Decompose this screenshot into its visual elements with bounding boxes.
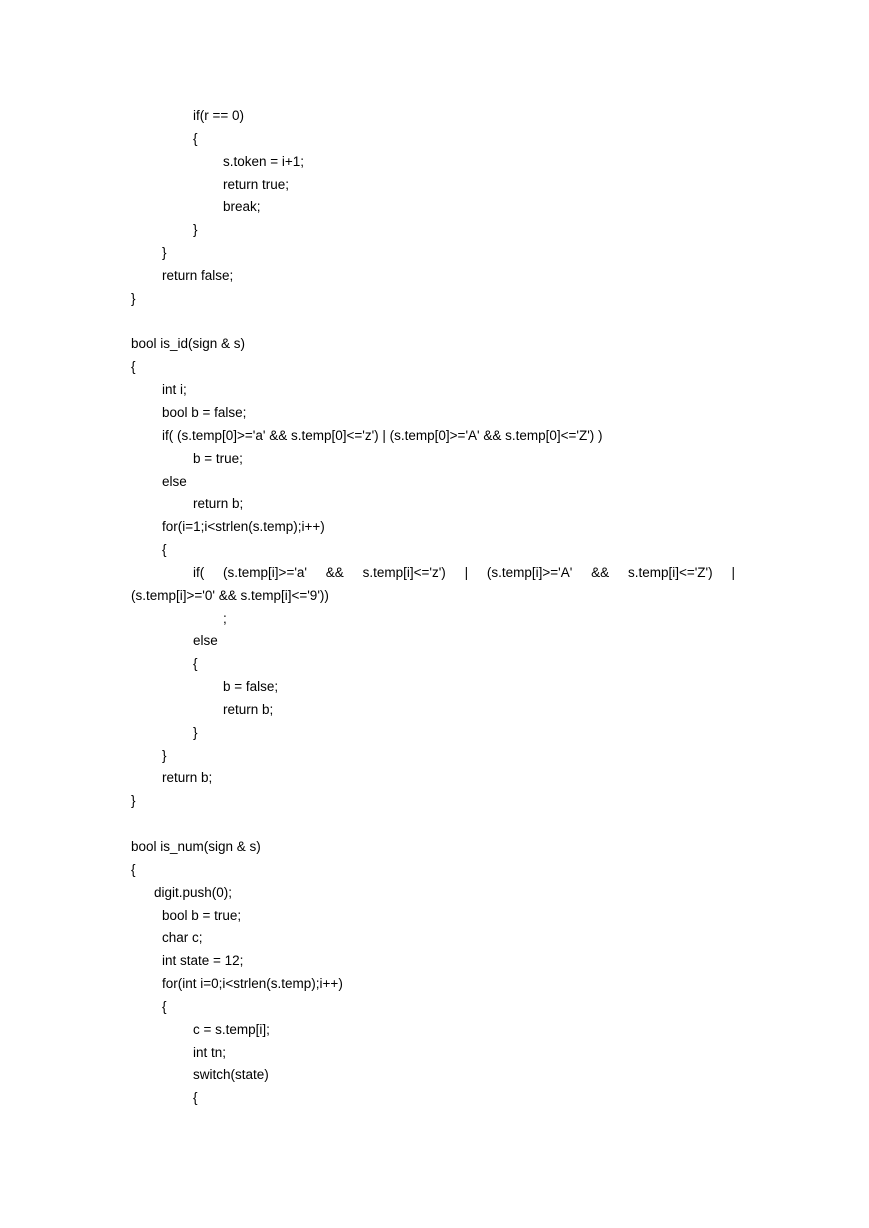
code-line: char c;	[162, 930, 203, 946]
code-line: for(i=1;i<strlen(s.temp);i++)	[162, 519, 325, 535]
code-line: int tn;	[193, 1044, 227, 1060]
code-line: ;	[223, 610, 227, 626]
code-line: return false;	[162, 267, 234, 283]
code-token: (s.temp[i]>='a'	[223, 564, 307, 580]
code-line: {	[193, 1090, 198, 1106]
blank-line	[131, 813, 751, 836]
code-token: s.temp[i]<='Z')	[627, 564, 713, 580]
code-line: {	[193, 656, 198, 672]
code-token: &&	[325, 564, 344, 580]
code-line: digit.push(0);	[154, 884, 233, 900]
code-line: }	[131, 793, 136, 809]
code-line: if(r == 0)	[193, 108, 245, 123]
blank-line	[131, 311, 751, 334]
function-signature: bool is_num(sign & s)	[131, 839, 261, 854]
code-token: s.temp[i]<='z')	[362, 564, 446, 580]
code-line: (s.temp[i]>='0' && s.temp[i]<='9'))	[131, 587, 329, 603]
code-block	[131, 105, 751, 1110]
code-line: {	[131, 861, 136, 877]
code-line: }	[193, 724, 198, 740]
code-line: int state = 12;	[162, 953, 244, 969]
code-line: return b;	[193, 496, 244, 512]
code-line: }	[162, 245, 167, 261]
code-line: s.token = i+1;	[223, 153, 305, 169]
code-line: else	[193, 633, 218, 649]
code-line: {	[131, 359, 136, 375]
code-token: |	[731, 564, 735, 580]
code-line: bool b = true;	[162, 907, 242, 923]
code-line: c = s.temp[i];	[193, 1021, 270, 1037]
code-line: else	[162, 473, 187, 489]
code-line: int i;	[162, 382, 187, 398]
code-line: return true;	[223, 176, 290, 192]
code-line: b = false;	[223, 679, 279, 695]
code-line: b = true;	[193, 450, 243, 466]
code-line: for(int i=0;i<strlen(s.temp);i++)	[162, 976, 343, 992]
spaced-condition-line	[131, 562, 735, 585]
code-token: if(	[193, 564, 205, 580]
code-token: |	[464, 564, 469, 580]
code-line: switch(state)	[193, 1067, 269, 1083]
code-line: }	[162, 747, 167, 763]
code-token: (s.temp[i]>='A'	[486, 564, 573, 580]
code-token: &&	[591, 564, 610, 580]
code-line: if( (s.temp[0]>='a' && s.temp[0]<='z') | (s.temp[0]>='A' && s.temp[0]<='Z') )	[162, 427, 603, 443]
code-line: }	[193, 222, 198, 238]
code-line: break;	[223, 199, 261, 215]
code-line: return b;	[223, 701, 274, 717]
code-line: bool b = false;	[162, 404, 247, 420]
code-line: }	[131, 290, 136, 306]
code-line: {	[162, 542, 167, 558]
code-line: {	[193, 130, 198, 146]
function-signature: bool is_id(sign & s)	[131, 336, 246, 352]
code-line: {	[162, 998, 167, 1014]
code-line: return b;	[162, 770, 213, 786]
